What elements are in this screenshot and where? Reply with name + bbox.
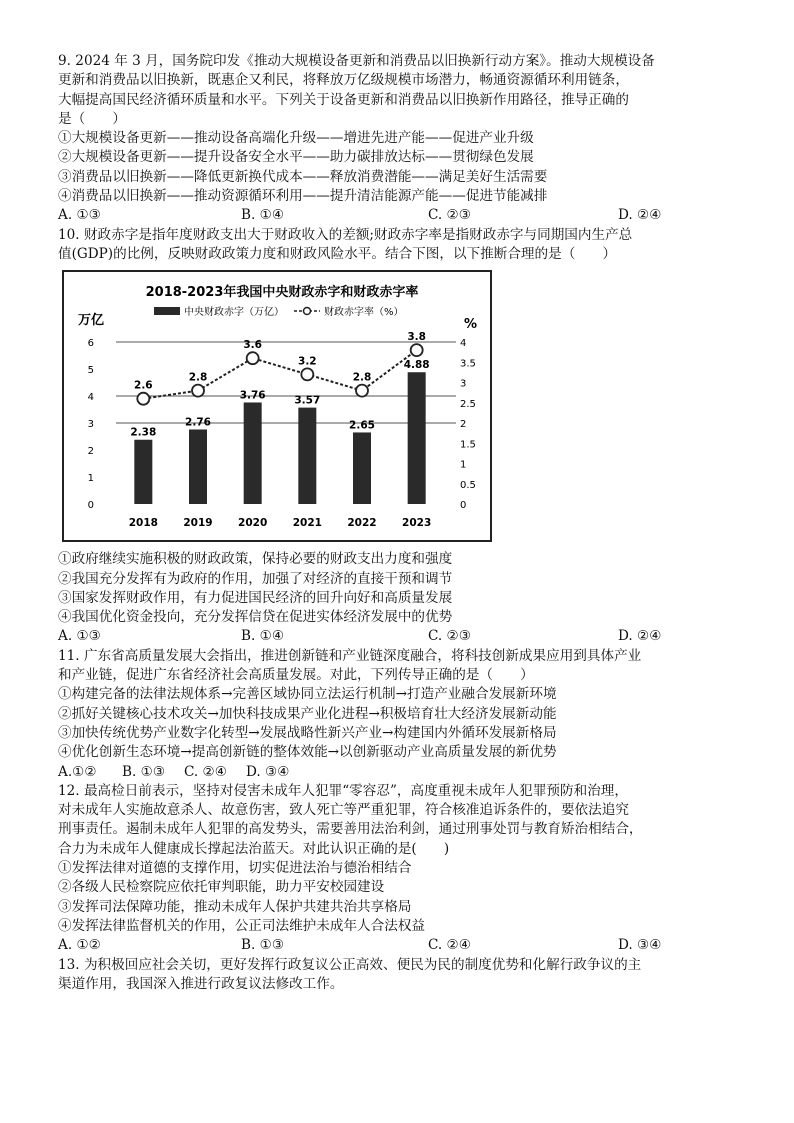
deficit-chart — [62, 270, 492, 542]
option-d: D. ③④ — [246, 763, 290, 780]
y-left-tick-label: 1 — [87, 473, 94, 485]
rate-point — [192, 385, 204, 397]
question-10-item-1: ①政府继续实施积极的财政政策，保持必要的财政支出力度和强度 — [58, 551, 453, 568]
question-11-item-2: ②抓好关键核心技术攻关→加快科技成果产业化进程→积极培育壮大经济发展新动能 — [58, 705, 557, 722]
question-11-stem-line: 和产业链，促进广东省经济社会高质量发展。对此，下列传导正确的是（ ） — [58, 667, 534, 684]
bar — [244, 403, 262, 505]
question-9-stem-line: 9. 2024 年 3 月，国务院印发《推动大规模设备更新和消费品以旧换新行动方案》。推动大规模设备 — [58, 53, 655, 69]
y-right-tick-label: 3 — [460, 378, 467, 390]
rate-value-label: 2.8 — [188, 371, 208, 384]
question-10 — [58, 226, 748, 647]
question-10-stem-line: 值(GDP)的比例，反映财政政策力度和财政风险水平。结合下图，以下推断合理的是（ ） — [58, 245, 617, 262]
x-tick-label: 2018 — [128, 517, 158, 530]
question-9-item-1: ①大规模设备更新——推动设备高端化升级——增进先进产能——促进产业升级 — [58, 130, 534, 147]
question-13-stem-line: 13. 为积极回应社会关切，更好发挥行政复议公正高效、便民为民的制度优势和化解行政争议的主 — [58, 956, 642, 973]
y-left-tick-label: 4 — [87, 392, 94, 404]
legend-line-marker — [304, 308, 311, 315]
y-axis-left-label: 万亿 — [78, 313, 105, 329]
rate-value-label: 3.2 — [298, 355, 317, 368]
option-c: C. ②③ — [428, 207, 471, 224]
y-left-tick-label: 3 — [87, 419, 94, 431]
question-12-options — [58, 936, 748, 955]
exam-page — [58, 52, 748, 994]
y-right-tick-label: 2.5 — [460, 399, 476, 411]
question-9-item-3: ③消费品以旧换新——降低更新换代成本——释放消费潜能——满足美好生活需要 — [58, 168, 548, 185]
rate-point — [137, 393, 149, 405]
y-left-tick-label: 5 — [87, 365, 94, 377]
rate-value-label: 3.8 — [407, 331, 426, 344]
question-11-stem-line: 11. 广东省高质量发展大会指出，推进创新链和产业链深度融合，将科技创新成果应用到具体产业 — [58, 647, 642, 664]
question-9-item-4: ④消费品以旧换新——推动资源循环利用——提升清洁能源产能——促进节能减排 — [58, 188, 548, 205]
y-right-tick-label: 1 — [460, 459, 467, 471]
option-b: B. ①③ — [241, 937, 285, 954]
question-12-item-4: ④发挥法律监督机关的作用，公正司法维护未成年人合法权益 — [58, 917, 426, 934]
question-12-item-1: ①发挥法律对道德的支撑作用，切实促进法治与德治相结合 — [58, 860, 412, 877]
question-9-options — [58, 206, 748, 225]
x-tick-label: 2022 — [347, 517, 377, 530]
question-12-item-3: ③发挥司法保障功能，推动未成年人保护共建共治共享格局 — [58, 898, 412, 915]
y-right-tick-label: 1.5 — [460, 439, 476, 451]
y-left-tick-label: 6 — [87, 338, 94, 350]
question-9-item-2: ②大规模设备更新——提升设备安全水平——助力碳排放达标——贯彻绿色发展 — [58, 149, 534, 166]
question-10-item-4: ④我国优化资金投向，充分发挥信贷在促进实体经济发展中的优势 — [58, 609, 453, 626]
x-tick-label: 2020 — [238, 517, 268, 530]
option-b: B. ①④ — [241, 628, 285, 645]
question-11-item-3: ③加快传统优势产业数字化转型→发展战略性新兴产业→构建国内外循环发展新格局 — [58, 724, 557, 741]
bar — [408, 373, 426, 505]
option-d: D. ②④ — [618, 207, 662, 224]
question-10-stem-line: 10. 财政赤字是指年度财政支出大于财政收入的差额;财政赤字率是指财政赤字与同期国内生产总 — [58, 226, 633, 243]
question-11-item-4: ④优化创新生态环境→提高创新链的整体效能→以创新驱动产业高质量发展的新优势 — [58, 744, 557, 761]
chart-title: 2018-2023年我国中央财政赤字和财政赤字率 — [145, 285, 419, 301]
option-b: B. ①③ — [122, 763, 166, 780]
y-left-tick-label: 2 — [87, 446, 94, 458]
bar-value-label: 2.65 — [349, 419, 375, 432]
bar-value-label: 3.76 — [239, 389, 266, 402]
question-10-item-3: ③国家发挥财政作用，有力促进国民经济的回升向好和高质量发展 — [58, 589, 453, 606]
y-right-tick-label: 4 — [460, 338, 467, 350]
legend-bar-label: 中央财政赤字（万亿） — [184, 307, 284, 319]
question-13-stem-line: 渠道作用，我国深入推进行政复议法修改工作。 — [58, 975, 344, 992]
bar-value-label: 3.57 — [294, 394, 321, 407]
option-a: A.①② — [58, 763, 97, 780]
question-12-stem-line: 12. 最高检日前表示，坚持对侵害未成年人犯罪“零容忍”，高度重视未成年人犯罪预防和治理， — [58, 782, 628, 799]
y-right-tick-label: 0 — [460, 500, 467, 512]
question-12-stem-line: 对未成年人实施故意杀人、故意伤害，致人死亡等严重犯罪，符合核准追诉条件的，要依法追究 — [58, 802, 629, 819]
x-tick-label: 2019 — [183, 517, 213, 530]
question-10-item-2: ②我国充分发挥有为政府的作用，加强了对经济的直接干预和调节 — [58, 570, 453, 587]
question-13 — [58, 956, 748, 995]
question-12-stem-line: 合力为未成年人健康成长撑起法治蓝天。对此认识正确的是( ) — [58, 840, 450, 857]
question-11-options — [58, 763, 748, 782]
option-c: C. ②④ — [428, 937, 471, 954]
deficit-chart-svg — [64, 272, 490, 540]
rate-value-label: 2.6 — [134, 379, 153, 392]
rate-value-label: 2.8 — [352, 371, 372, 384]
rate-point — [301, 369, 313, 381]
x-tick-label: 2021 — [292, 517, 322, 530]
option-d: D. ②④ — [618, 628, 662, 645]
rate-point — [411, 344, 423, 356]
bar — [298, 408, 316, 504]
bar — [353, 433, 371, 505]
y-right-tick-label: 3.5 — [460, 358, 476, 370]
option-c: C. ②③ — [428, 628, 471, 645]
legend-line-label: 财政赤字率（%） — [324, 307, 404, 319]
y-right-tick-label: 0.5 — [460, 480, 476, 492]
question-12 — [58, 782, 748, 956]
y-left-tick-label: 0 — [87, 500, 94, 512]
option-c: C. ②④ — [184, 763, 227, 780]
bar-value-label: 4.88 — [403, 359, 430, 372]
x-tick-label: 2023 — [402, 517, 432, 530]
question-11 — [58, 647, 748, 782]
question-9-stem-line: 是（ ） — [58, 110, 126, 127]
rate-value-label: 3.6 — [243, 339, 262, 352]
option-d: D. ③④ — [618, 937, 662, 954]
question-9-stem-line: 更新和消费品以旧换新，既惠企又利民，将释放万亿级规模市场潜力，畅通资源循环利用链条， — [58, 72, 629, 89]
option-a: A. ①③ — [58, 628, 101, 645]
bar-value-label: 2.38 — [130, 427, 157, 440]
question-11-item-1: ①构建完备的法律法规体系→完善区域协同立法运行机制→打造产业融合发展新环境 — [58, 686, 557, 703]
option-a: A. ①③ — [58, 207, 101, 224]
question-9-stem-line: 大幅提高国民经济循环质量和水平。下列关于设备更新和消费品以旧换新作用路径，推导正确的 — [58, 91, 629, 108]
question-9 — [58, 52, 748, 226]
option-a: A. ①② — [58, 937, 101, 954]
y-right-tick-label: 2 — [460, 419, 467, 431]
question-12-item-2: ②各级人民检察院应依托审判职能，助力平安校园建设 — [58, 879, 385, 896]
question-12-stem-line: 刑事责任。遏制未成年人犯罪的高发势头，需要善用法治利剑，通过刑事处罚与教育矫治相结合， — [58, 821, 643, 838]
rate-point — [356, 385, 368, 397]
bar — [134, 440, 152, 504]
option-b: B. ①④ — [241, 207, 285, 224]
y-axis-right-label: % — [464, 317, 478, 333]
question-10-options — [58, 627, 748, 646]
bar — [189, 430, 207, 505]
rate-line — [143, 350, 416, 399]
legend-bar-swatch — [154, 307, 180, 315]
rate-point — [247, 352, 259, 364]
bar-value-label: 2.76 — [185, 416, 211, 429]
